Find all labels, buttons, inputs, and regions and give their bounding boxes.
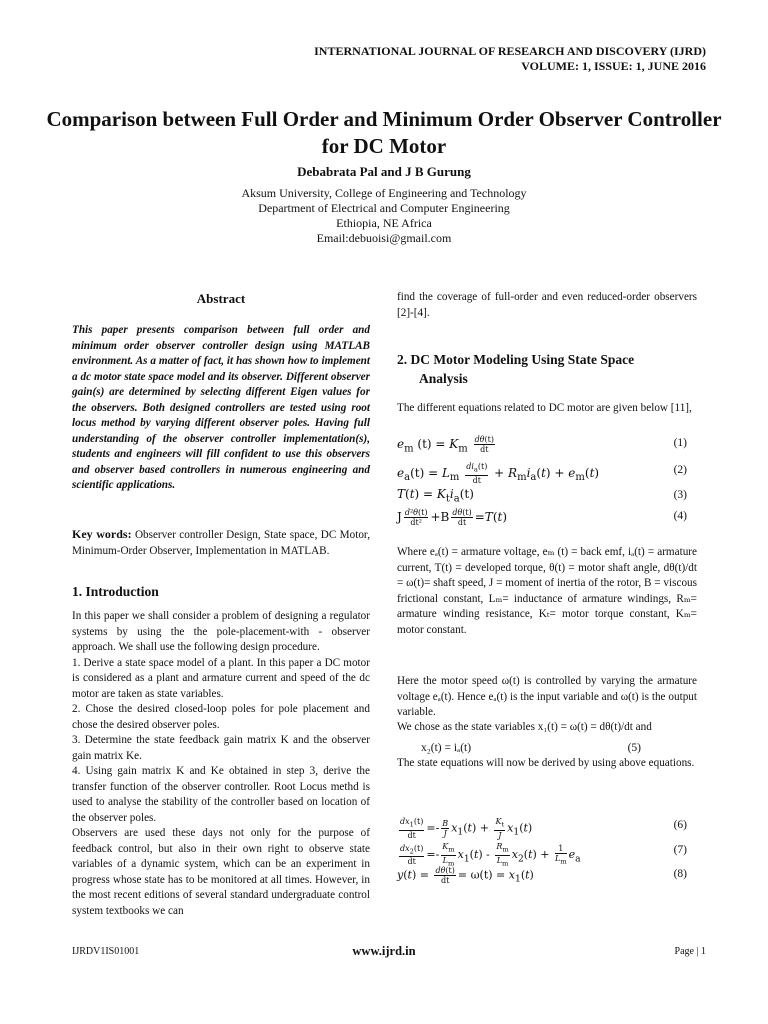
section-2-heading-line2: Analysis — [419, 371, 468, 386]
equation-8: y(t) = $\frac{d\theta(t)}{dt}$ = $\omega(t) = x_1(t)$ (8) — [397, 866, 687, 885]
intro-paragraph-1: In this paper we shall consider a problem of designing a regulator systems by using the the pole-placement-with - observer approach. We shall use the following design procedure. — [72, 610, 370, 653]
affiliation-university: Aksum University, College of Engineering and Technology — [241, 186, 527, 200]
equation-2: $e_a(t) = L_m$ $\frac{di_a(t)}{dt}$ + $R_mi_a(t) + e_m(t)$ (2) — [397, 462, 687, 485]
affiliation-country: Ethiopia, NE Africa — [336, 216, 432, 230]
equation-6: $\frac{dx_1(t)}{dt}$ =- $\frac{B}{J}$ $x_1(t)$ + $\frac{K_t}{J}$ $x_1(t)$ (6) — [400, 817, 687, 840]
affiliation-block — [0, 186, 768, 246]
equation-4-number: (4) — [673, 510, 687, 522]
equation-7: $\frac{dx_2(t)}{dt}$ =- $\frac{K_m}{L_m}$ $x_1(t)$ - $\frac{R_m}{L_m}$ $x_2(t)$ + $\frac{1}{L_m}$ $e_a$ (7) — [400, 842, 687, 868]
journal-name: INTERNATIONAL JOURNAL OF RESEARCH AND DISCOVERY (IJRD) — [314, 44, 706, 58]
footer-paper-id: IJRDV1IS01001 — [72, 946, 140, 957]
affiliation-department: Department of Electrical and Computer Engineering — [258, 201, 510, 215]
paper-authors: Debabrata Pal and J B Gurung — [297, 164, 471, 179]
equation-7-number: (7) — [673, 844, 687, 856]
intro-step-2: 2. Chose the desired closed-loop poles for pole placement and chose the desired observer poles. — [72, 703, 370, 731]
variable-definitions: Where eₐ(t) = armature voltage, eₘ (t) = back emf, iₐ(t) = armature current, T(t) = developed torque, θ(t) = motor shaft angle, dθ(t)/dt = ω(t)= shaft speed, J = moment of inertia of the rotor, B = viscous frictional constant, Lₘ= inductance of armature windings, Rₘ= armature winding resistance, Kₜ= motor torque constant, Kₘ= motor constant. — [397, 546, 697, 636]
intro-step-3: 3. Determine the state feedback gain matrix K and the observer gain matrix Ke. — [72, 734, 370, 762]
journal-header — [314, 44, 706, 74]
state-variable-x2: x₂(t) = iₐ(t) — [421, 742, 472, 754]
equation-6-number: (6) — [673, 819, 687, 831]
journal-volume: VOLUME: 1, ISSUE: 1, JUNE 2016 — [521, 59, 706, 73]
footer-website[interactable]: www.ijrd.in — [352, 944, 416, 958]
introduction-body — [72, 609, 370, 919]
state-variables-line: We chose as the state variables x₁(t) = ω(t) = dθ(t)/dt and — [397, 721, 652, 733]
section-2-intro: The different equations related to DC motor are given below [11], — [397, 402, 692, 414]
equation-1: $e_m$ $(t) = K_m$ $\frac{d\theta(t)}{dt}$ (1) — [397, 435, 687, 455]
abstract-text: This paper presents comparison between full order and minimum order observer controller design using MATLAB environment. As a matter of fact, it has shown how to implement a dc motor state space model and its observer. Different observer gain(s) are determined by selecting different Eigen values for the observers. Both designed controllers are tested using root locus method by varying different observer poles. Having full understanding of the observer controller implementation(s), students and engineers will fill confident to use this observers and observer based controllers in numerous engineering and scientific applications. — [72, 324, 370, 491]
equation-4: J $\frac{\text{d²θ(t)}}{\text{dt²}}$ +B $\frac{d\theta(t)}{dt}$ =T(t) (4) — [397, 508, 687, 527]
footer-page-number: Page | 1 — [674, 946, 706, 957]
intro-step-1: 1. Derive a state space model of a plant. In this paper a DC motor is considered as a plant and armature current and speed of the dc motor are taken as state variables. — [72, 656, 370, 700]
paper-title: Comparison between Full Order and Minimum Order Observer Controller for DC Motor — [46, 107, 722, 158]
equation-2-number: (2) — [673, 464, 687, 476]
equation-3-number: (3) — [673, 489, 687, 501]
section-2-heading-line1: 2. DC Motor Modeling Using State Space — [397, 352, 635, 367]
continuation-text: find the coverage of full-order and even reduced-order observers [2]-[4]. — [397, 291, 697, 319]
speed-control-paragraph: Here the motor speed ω(t) is controlled by varying the armature voltage eₐ(t). Hence eₐ(t) is the input variable and ω(t) is the output variable. — [397, 675, 697, 718]
author-email: Email:debuoisi@gmail.com — [316, 231, 452, 245]
intro-step-4: 4. Using gain matrix K and Ke obtained in step 3, derive the transfer function of the observer controller. Root Locus methd is used to analyse the stability of the controller based on location of the observer poles. — [72, 765, 370, 824]
equation-5-number: (5) — [627, 742, 641, 754]
keywords-text: Observer controller Design, State space, DC Motor, Minimum-Order Observer, Implementation in MATLAB. — [72, 529, 370, 557]
introduction-heading: 1. Introduction — [72, 584, 159, 599]
keywords-label: Key words: — [72, 527, 132, 541]
keywords — [72, 527, 370, 559]
equation-3: $T(t) = K_ti_a(t)$ (3) — [397, 487, 687, 505]
state-equations-intro: The state equations will now be derived by using above equations. — [397, 757, 695, 769]
intro-paragraph-2: Observers are used these days not only for the purpose of feedback control, but also in their own right to observe state variables of a dynamic system, which can be an experiment in progress whose state has to be monitored at all times. However, in the most recent editions of several standard undergraduate control system textbooks we can — [72, 827, 370, 917]
abstract-heading: Abstract — [196, 291, 246, 306]
equation-1-number: (1) — [673, 437, 687, 449]
equation-8-number: (8) — [673, 868, 687, 880]
section-2-heading — [397, 350, 697, 388]
